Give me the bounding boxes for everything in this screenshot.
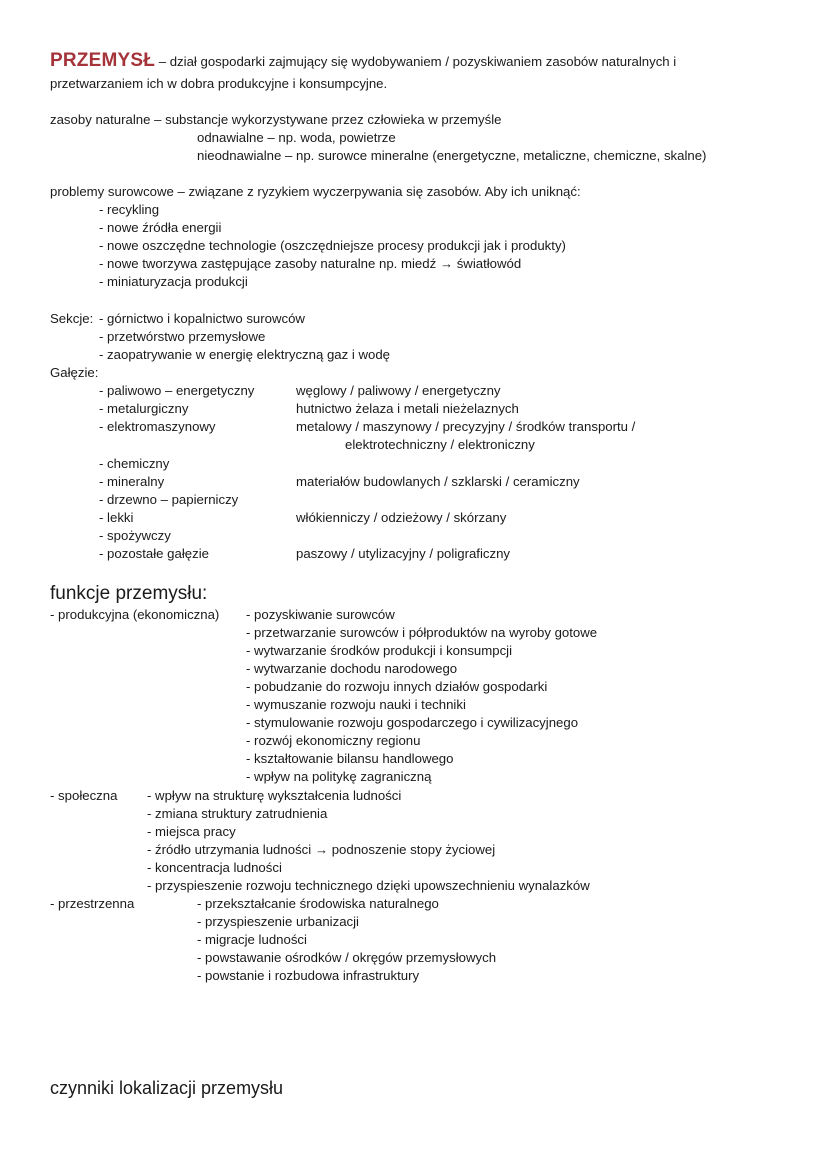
- list-item: - przetwórstwo przemysłowe: [99, 329, 266, 344]
- function-label-spatial: - przestrzenna: [50, 896, 135, 911]
- list-item: - wpływ na strukturę wykształcenia ludności: [147, 788, 402, 803]
- definition-line-2: przetwarzaniem ich w dobra produkcyjne i konsumpcyjne.: [50, 76, 388, 91]
- branch-detail: paszowy / utylizacyjny / poligraficzny: [296, 546, 511, 561]
- resources-heading: zasoby naturalne – substancje wykorzystywane przez człowieka w przemyśle: [50, 112, 502, 127]
- branch-detail: hutnictwo żelaza i metali nieżelaznych: [296, 401, 519, 416]
- functions-heading: funkcje przemysłu:: [50, 583, 208, 604]
- function-label-social: - społeczna: [50, 788, 118, 803]
- branch-detail-continued: elektrotechniczny / elektroniczny: [345, 437, 535, 452]
- list-item: - migracje ludności: [197, 932, 307, 947]
- branch-name: - elektromaszynowy: [99, 419, 216, 434]
- problems-heading: problemy surowcowe – związane z ryzykiem wyczerpywania się zasobów. Aby ich uniknąć:: [50, 184, 581, 199]
- branch-name: - spożywczy: [99, 528, 171, 543]
- branches-label: Gałęzie:: [50, 365, 99, 380]
- sections-label: Sekcje:: [50, 311, 94, 326]
- branch-name: - metalurgiczny: [99, 401, 189, 416]
- list-item: - koncentracja ludności: [147, 860, 282, 875]
- resources-renewable: odnawialne – np. woda, powietrze: [197, 130, 396, 145]
- list-item: - powstanie i rozbudowa infrastruktury: [197, 968, 420, 983]
- list-item: - pobudzanie do rozwoju innych działów gospodarki: [246, 679, 548, 694]
- list-item: - stymulowanie rozwoju gospodarczego i cywilizacyjnego: [246, 715, 579, 730]
- list-item: - rozwój ekonomiczny regionu: [246, 733, 421, 748]
- definition-line-1: [50, 50, 676, 73]
- list-item: - źródło utrzymania ludności → podnoszenie stopy życiowej: [147, 842, 496, 857]
- branch-name: - pozostałe gałęzie: [99, 546, 209, 561]
- list-item: - wytwarzanie środków produkcji i konsumpcji: [246, 643, 513, 658]
- branch-detail: węglowy / paliwowy / energetyczny: [296, 383, 501, 398]
- list-item: - miniaturyzacja produkcji: [99, 274, 248, 289]
- list-item: - zmiana struktury zatrudnienia: [147, 806, 328, 821]
- list-item: - górnictwo i kopalnictwo surowców: [99, 311, 305, 326]
- branch-name: - chemiczny: [99, 456, 170, 471]
- branch-detail: metalowy / maszynowy / precyzyjny / środków transportu /: [296, 419, 636, 434]
- branch-name: - lekki: [99, 510, 134, 525]
- list-item: - pozyskiwanie surowców: [246, 607, 395, 622]
- list-item: - miejsca pracy: [147, 824, 236, 839]
- list-item: - przyspieszenie rozwoju technicznego dzięki upowszechnieniu wynalazków: [147, 878, 590, 893]
- list-item: - kształtowanie bilansu handlowego: [246, 751, 454, 766]
- branch-name: - mineralny: [99, 474, 165, 489]
- list-item: - wymuszanie rozwoju nauki i techniki: [246, 697, 466, 712]
- branch-name: - paliwowo – energetyczny: [99, 383, 255, 398]
- list-item: - przyspieszenie urbanizacji: [197, 914, 359, 929]
- definition-text: – dział gospodarki zajmujący się wydobywaniem / pozyskiwaniem zasobów naturalnych i: [155, 54, 677, 69]
- list-item: - zaopatrywanie w energię elektryczną gaz i wodę: [99, 347, 391, 362]
- branch-detail: materiałów budowlanych / szklarski / ceramiczny: [296, 474, 580, 489]
- list-item: - nowe tworzywa zastępujące zasoby naturalne np. miedź → światłowód: [99, 256, 522, 271]
- branch-detail: włókienniczy / odzieżowy / skórzany: [296, 510, 507, 525]
- list-item: - powstawanie ośrodków / okręgów przemysłowych: [197, 950, 497, 965]
- location-factors-heading: czynniki lokalizacji przemysłu: [50, 1078, 284, 1098]
- page-title: PRZEMYSŁ: [50, 50, 156, 71]
- list-item: - nowe oszczędne technologie (oszczędniejsze procesy produkcji jak i produkty): [99, 238, 566, 253]
- list-item: - wytwarzanie dochodu narodowego: [246, 661, 458, 676]
- resources-nonrenewable: nieodnawialne – np. surowce mineralne (energetyczne, metaliczne, chemiczne, skalne): [197, 148, 707, 163]
- branch-name: - drzewno – papierniczy: [99, 492, 239, 507]
- list-item: - przetwarzanie surowców i półproduktów na wyroby gotowe: [246, 625, 598, 640]
- list-item: - przekształcanie środowiska naturalnego: [197, 896, 439, 911]
- list-item: - wpływ na politykę zagraniczną: [246, 769, 432, 784]
- function-label-production: - produkcyjna (ekonomiczna): [50, 607, 220, 622]
- list-item: - nowe źródła energii: [99, 220, 222, 235]
- list-item: - recykling: [99, 202, 160, 217]
